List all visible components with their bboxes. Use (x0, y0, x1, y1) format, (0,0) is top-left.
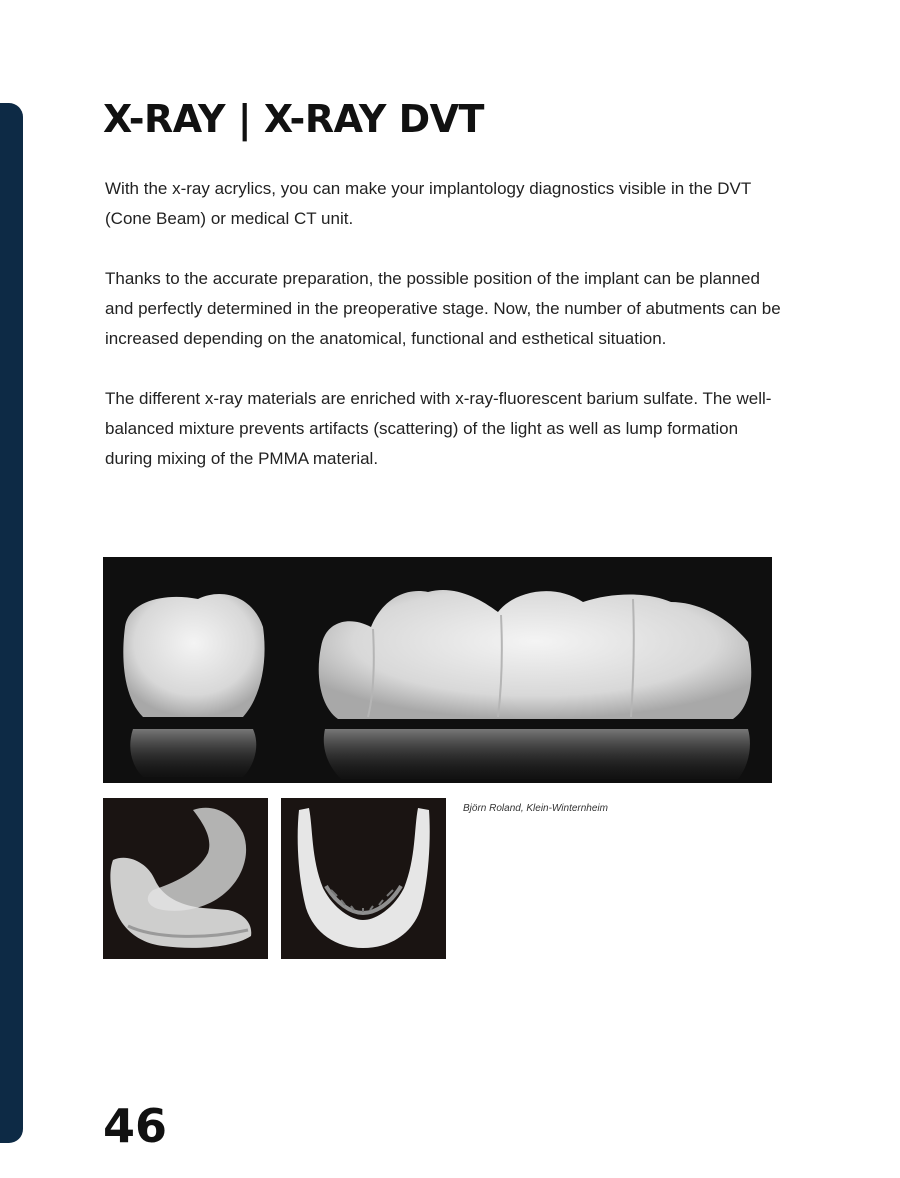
page-number: 46 (103, 1099, 168, 1153)
paragraph-materials: The different x-ray materials are enriched with x-ray-fluorescent barium sulfate. The well-balanced mixture prevents artifacts (scattering) of the light as well as lump formation during mixing of the PMMA material. (105, 389, 772, 468)
x-ray-splint-photo (103, 798, 268, 959)
page-title: X-RAY | X-RAY DVT (103, 97, 484, 141)
paragraph-intro: With the x-ray acrylics, you can make your implantology diagnostics visible in the DVT (Cone Beam) or medical CT unit. (105, 179, 751, 228)
paragraph-preparation: Thanks to the accurate preparation, the possible position of the implant can be planned and perfectly determined in the preoperative stage. Now, the number of abutments can be increased depending on the anatomical, functional and esthetical situation. (105, 269, 781, 348)
photo-credit-caption: Björn Roland, Klein-Winternheim (463, 803, 608, 814)
cbct-mandible-photo (281, 798, 446, 959)
side-accent-bar (0, 103, 23, 1143)
body-text (105, 174, 785, 504)
crowns-bridge-photo (103, 557, 772, 783)
